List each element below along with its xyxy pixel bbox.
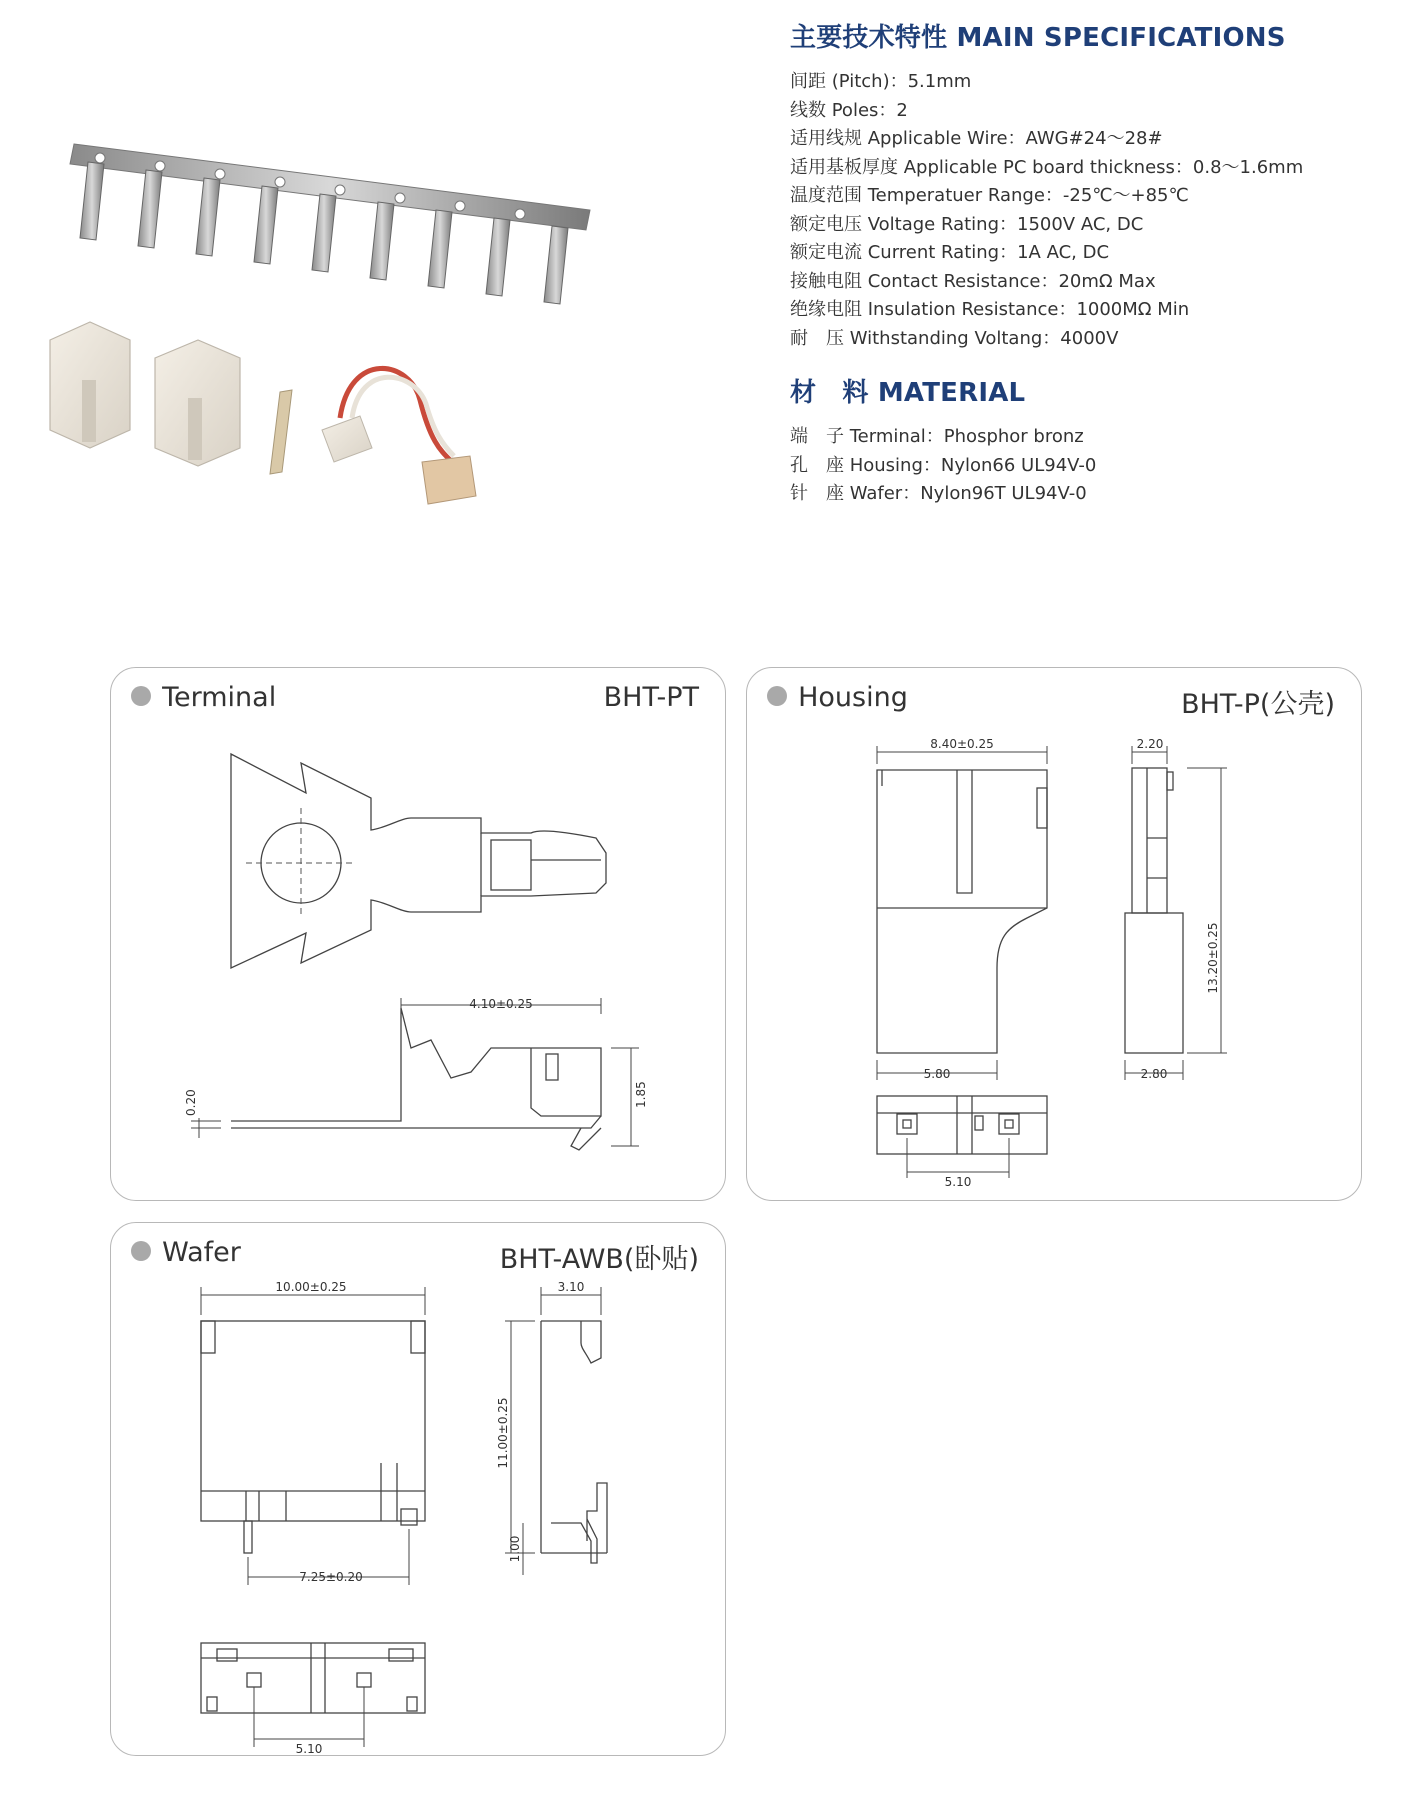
- spec-temperature-range: 温度范围 Temperatuer Range：-25℃～+85℃: [790, 185, 1189, 206]
- spec-poles: 线数 Poles：2: [790, 99, 908, 121]
- main-specifications-title: 主要技术特性 MAIN SPECIFICATIONS: [790, 23, 1286, 53]
- terminal-height-dimension: 1.85: [634, 1081, 648, 1108]
- wafer-height-dimension: 11.00±0.25: [496, 1397, 510, 1469]
- material-title: 材 料 MATERIAL: [790, 378, 1026, 408]
- housing-drawing: [747, 668, 1361, 1200]
- terminal-panel: [110, 667, 726, 1201]
- terminal-part-code: BHT-PT: [603, 682, 699, 713]
- housing-part-code: BHT-P(公壳): [1181, 689, 1335, 720]
- wafer-pin-dimension: 1.00: [508, 1535, 522, 1563]
- spec-voltage-rating: 额定电压 Voltage Rating：1500V AC, DC: [790, 213, 1144, 235]
- wafer-drawing: [111, 1223, 725, 1755]
- wafer-panel-name: Wafer: [162, 1237, 241, 1268]
- terminal-drawing: [111, 668, 725, 1200]
- spec-current-rating: 额定电流 Current Rating：1A AC, DC: [790, 242, 1110, 263]
- specifications-block: [790, 18, 1390, 509]
- terminal-length-dimension: 4.10±0.25: [469, 997, 533, 1011]
- material-list: [790, 423, 1390, 509]
- wafer-depth-dimension: 3.10: [557, 1280, 585, 1294]
- spec-pc-board-thickness: 适用基板厚度 Applicable PC board thickness：0.8～1.6mm: [790, 156, 1304, 178]
- wafer-pitch-dimension: 5.10: [295, 1742, 323, 1755]
- spec-contact-resistance: 接触电阻 Contact Resistance：20mΩ Max: [790, 270, 1156, 292]
- housing-top-depth-dimension: 2.20: [1136, 737, 1164, 751]
- housing-width-dimension: 8.40±0.25: [930, 737, 994, 751]
- product-photo: [30, 100, 610, 540]
- wafer-offset-dimension: 7.25±0.20: [299, 1570, 363, 1584]
- spec-applicable-wire: 适用线规 Applicable Wire：AWG#24～28#: [790, 128, 1163, 149]
- terminal-thickness-dimension: 0.20: [184, 1089, 198, 1116]
- housing-pitch-dimension: 5.10: [944, 1175, 972, 1189]
- material-terminal: 端 子 Terminal：Phosphor bronz: [790, 426, 1084, 447]
- terminal-panel-name: Terminal: [162, 682, 277, 713]
- spec-insulation-resistance: 绝缘电阻 Insulation Resistance：1000MΩ Min: [790, 299, 1190, 320]
- housing-panel-name: Housing: [798, 682, 908, 713]
- material-housing: 孔 座 Housing：Nylon66 UL94V-0: [790, 454, 1097, 476]
- spec-pitch: 间距 (Pitch)：5.1mm: [790, 71, 972, 92]
- wafer-width-dimension: 10.00±0.25: [275, 1280, 347, 1294]
- housing-bottom-depth-dimension: 2.80: [1140, 1067, 1168, 1081]
- wafer-panel: [110, 1222, 726, 1756]
- wafer-part-code: BHT-AWB(卧贴): [499, 1244, 699, 1275]
- main-specifications-list: [790, 68, 1390, 353]
- housing-panel: [746, 667, 1362, 1201]
- housing-bottom-width-dimension: 5.80: [923, 1067, 951, 1081]
- housing-height-dimension: 13.20±0.25: [1206, 922, 1220, 994]
- material-wafer: 针 座 Wafer：Nylon96T UL94V-0: [790, 483, 1087, 504]
- spec-withstanding-voltage: 耐 压 Withstanding Voltang：4000V: [790, 327, 1119, 349]
